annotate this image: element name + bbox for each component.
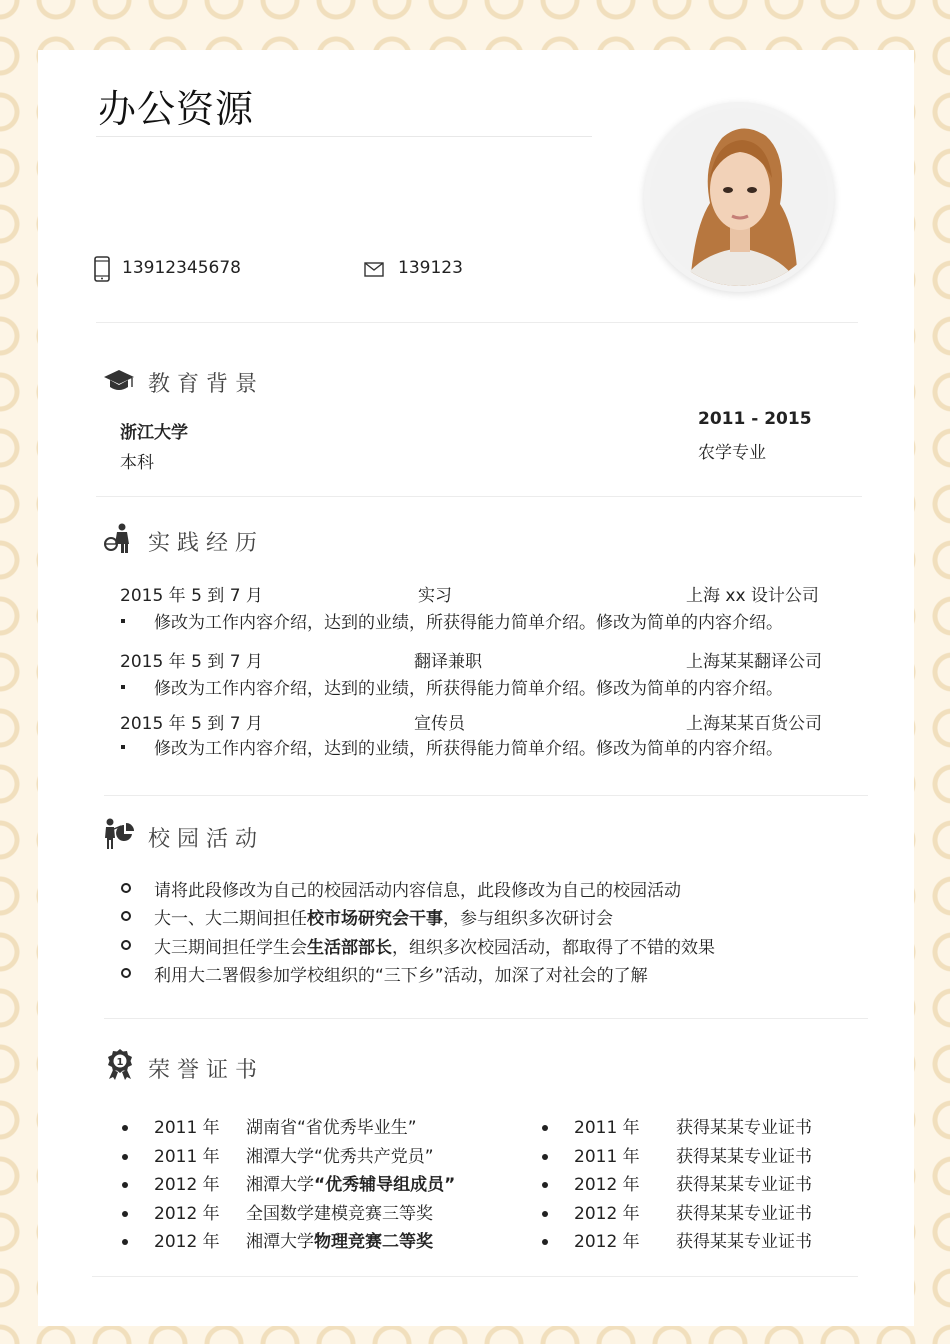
bullet xyxy=(121,911,131,921)
honor-year: 2012 年 xyxy=(154,1232,220,1252)
bullet xyxy=(121,685,125,689)
honor-year: 2012 年 xyxy=(574,1204,640,1224)
practice-date: 2015 年 5 到 7 月 xyxy=(120,714,263,734)
practice-description: 修改为工作内容介绍，达到的业绩，所获得能力简单介绍。修改为简单的内容介绍。 xyxy=(154,679,783,699)
bullet xyxy=(121,883,131,893)
major: 农学专业 xyxy=(698,443,766,463)
section-title-honors: 荣誉证书 xyxy=(148,1058,265,1083)
bullet xyxy=(542,1239,548,1245)
honor-item: 湘潭大学“优秀辅导组成员” xyxy=(246,1175,456,1195)
email-address[interactable]: 139123 xyxy=(398,258,463,278)
presenter-chart-icon xyxy=(104,818,136,850)
portrait-image xyxy=(650,108,828,286)
bullet xyxy=(122,1125,128,1131)
campus-item: 大一、大二期间担任校市场研究会干事，参与组织多次研讨会 xyxy=(154,909,613,929)
section-title-campus: 校园活动 xyxy=(148,827,265,852)
honor-year: 2011 年 xyxy=(574,1147,640,1167)
bullet xyxy=(122,1239,128,1245)
honor-year: 2012 年 xyxy=(154,1204,220,1224)
section-title-education: 教育背景 xyxy=(148,372,265,397)
bullet xyxy=(542,1182,548,1188)
practice-date: 2015 年 5 到 7 月 xyxy=(120,586,263,606)
phone-number[interactable]: 13912345678 xyxy=(122,258,241,278)
section-divider xyxy=(104,795,868,796)
bullet xyxy=(542,1154,548,1160)
honor-item: 湖南省“省优秀毕业生” xyxy=(246,1118,417,1138)
practice-description: 修改为工作内容介绍，达到的业绩，所获得能力简单介绍。修改为简单的内容介绍。 xyxy=(154,739,783,759)
honor-item: 获得某某专业证书 xyxy=(676,1204,812,1224)
section-divider xyxy=(96,496,862,497)
practice-company: 上海某某百货公司 xyxy=(686,714,822,734)
resume-page xyxy=(38,50,914,1326)
honor-year: 2012 年 xyxy=(154,1175,220,1195)
bullet xyxy=(122,1211,128,1217)
honor-item: 湘潭大学“优秀共产党员” xyxy=(246,1147,434,1167)
practice-role: 实习 xyxy=(418,586,452,606)
profile-photo xyxy=(650,108,828,286)
honor-item: 获得某某专业证书 xyxy=(676,1232,812,1252)
honor-item: 湘潭大学物理竞赛二等奖 xyxy=(246,1232,433,1252)
honor-item: 获得某某专业证书 xyxy=(676,1175,812,1195)
section-divider xyxy=(96,322,858,323)
worker-icon xyxy=(103,522,135,554)
practice-description: 修改为工作内容介绍，达到的业绩，所获得能力简单介绍。修改为简单的内容介绍。 xyxy=(154,613,783,633)
campus-item: 大三期间担任学生会生活部部长，组织多次校园活动，都取得了不错的效果 xyxy=(154,938,715,958)
bullet xyxy=(542,1211,548,1217)
medal-icon xyxy=(104,1048,136,1080)
practice-role: 宣传员 xyxy=(414,714,465,734)
honor-item: 获得某某专业证书 xyxy=(676,1118,812,1138)
bullet xyxy=(122,1154,128,1160)
bullet xyxy=(121,940,131,950)
degree: 本科 xyxy=(120,453,154,473)
section-divider xyxy=(104,1018,868,1019)
honor-year: 2011 年 xyxy=(154,1118,220,1138)
section-title-practice: 实践经历 xyxy=(148,531,265,556)
school-name: 浙江大学 xyxy=(120,423,188,443)
bullet xyxy=(121,619,125,623)
practice-company: 上海 xx 设计公司 xyxy=(686,586,819,606)
campus-item: 利用大二署假参加学校组织的“三下乡”活动，加深了对社会的了解 xyxy=(154,966,648,986)
graduation-cap-icon xyxy=(103,365,135,397)
practice-company: 上海某某翻译公司 xyxy=(686,652,822,672)
honor-year: 2012 年 xyxy=(574,1175,640,1195)
bullet xyxy=(542,1125,548,1131)
campus-item: 请将此段修改为自己的校园活动内容信息，此段修改为自己的校园活动 xyxy=(154,881,681,901)
phone-icon xyxy=(93,256,111,282)
practice-date: 2015 年 5 到 7 月 xyxy=(120,652,263,672)
education-years: 2011 - 2015 xyxy=(698,409,812,429)
bullet xyxy=(122,1182,128,1188)
name-divider xyxy=(96,136,592,137)
svg-text:1: 1 xyxy=(116,1057,124,1068)
honor-year: 2011 年 xyxy=(574,1118,640,1138)
mail-icon xyxy=(364,262,384,277)
section-divider xyxy=(92,1276,858,1277)
honor-year: 2012 年 xyxy=(574,1232,640,1252)
honor-item: 获得某某专业证书 xyxy=(676,1147,812,1167)
practice-role: 翻译兼职 xyxy=(414,652,482,672)
bullet xyxy=(121,745,125,749)
candidate-name: 办公资源 xyxy=(98,87,255,131)
honor-year: 2011 年 xyxy=(154,1147,220,1167)
honor-item: 全国数学建模竞赛三等奖 xyxy=(246,1204,433,1224)
bullet xyxy=(121,968,131,978)
